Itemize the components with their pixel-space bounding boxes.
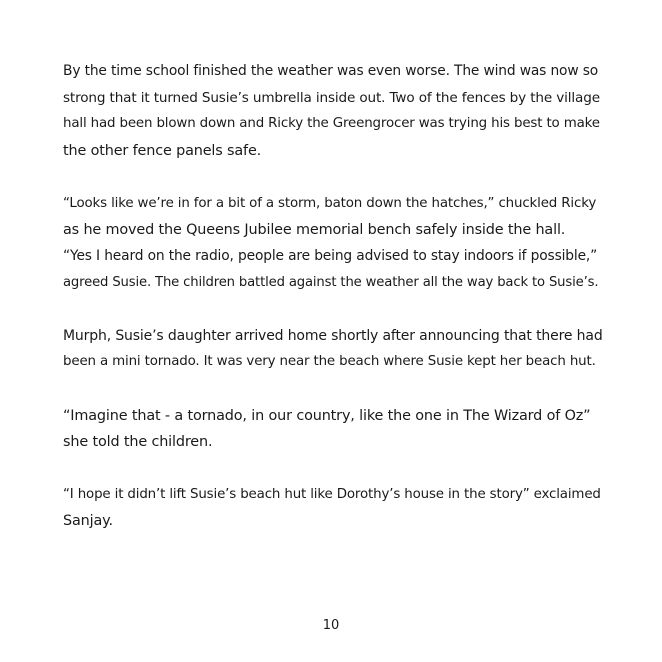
text-line: hall had been blown down and Ricky the Greengrocer was trying his best to make [63,116,600,131]
text-line: strong that it turned Susie’s umbrella inside out. Two of the fences by the village [63,90,600,106]
page-number: 10 [322,618,340,633]
text-line: agreed Susie. The children battled against the weather all the way back to Susie’s. [63,275,599,290]
text-line: “Looks like we’re in for a bit of a storm, baton down the hatches,” chuckled Ricky [63,196,597,211]
text-line: “Imagine that - a tornado, in our country, like the one in The Wizard of Oz” [63,408,591,424]
text-line: “Yes I heard on the radio, people are being advised to stay indoors if possible,” [63,248,598,264]
text-line: Sanjay. [63,513,113,529]
text-line: the other fence panels safe. [63,143,262,159]
text-line: Murph, Susie’s daughter arrived home shortly after announcing that there had [63,328,603,344]
text-line: “I hope it didn’t lift Susie’s beach hut like Dorothy’s house in the story” exclaimed [63,487,601,502]
text-line: as he moved the Queens Jubilee memorial bench safely inside the hall. [63,222,566,238]
text-line: been a mini tornado. It was very near the beach where Susie kept her beach hut. [63,354,596,369]
text-line: By the time school finished the weather was even worse. The wind was now so [63,63,599,79]
text-line: she told the children. [63,434,213,450]
